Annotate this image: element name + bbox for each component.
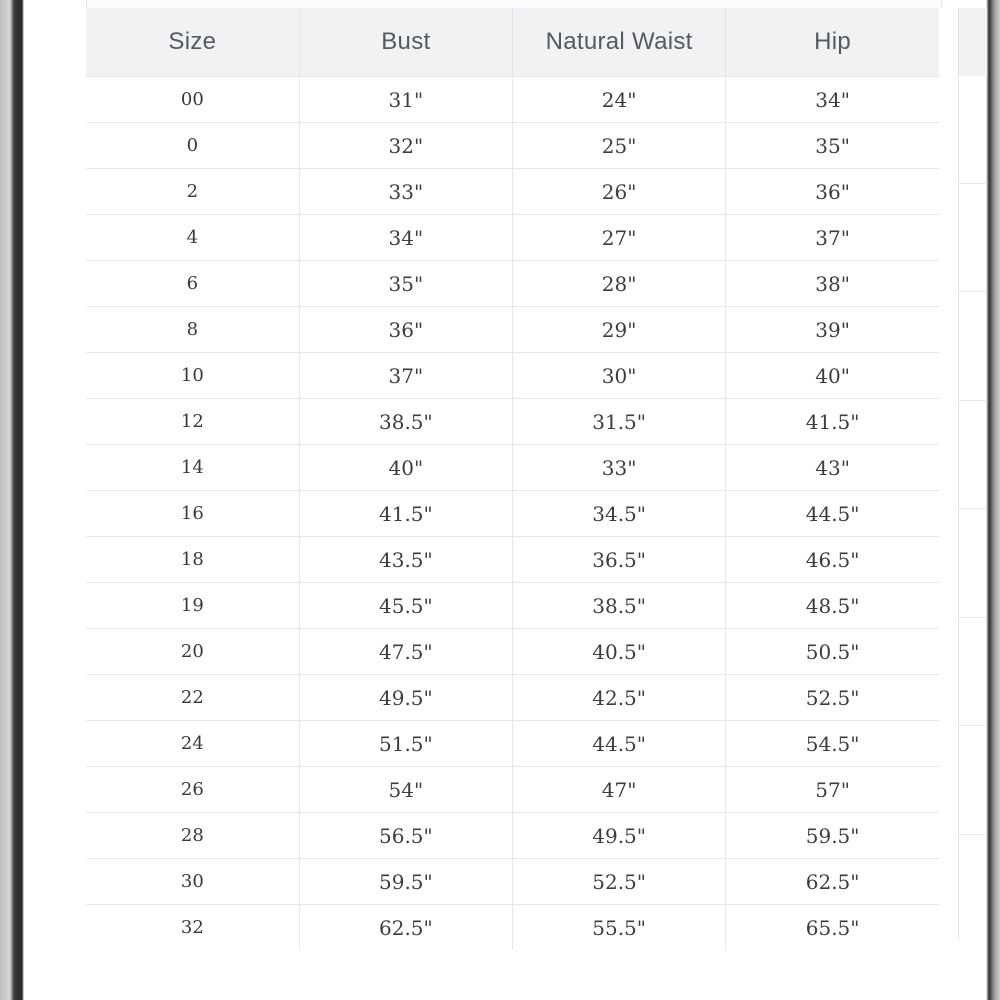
size-cell: 26 bbox=[86, 767, 299, 813]
bust-cell: 37" bbox=[299, 353, 512, 399]
size-cell: 32 bbox=[86, 905, 299, 951]
size-chart-header-row bbox=[86, 8, 939, 77]
size-cell: 2 bbox=[86, 169, 299, 215]
size-chart-table bbox=[86, 8, 939, 950]
device-frame-left bbox=[0, 0, 24, 1000]
size-cell: 30 bbox=[86, 859, 299, 905]
table-row bbox=[86, 307, 939, 353]
size-cell: 00 bbox=[86, 77, 299, 123]
cut-off-divider bbox=[959, 725, 987, 726]
hip-cell: 52.5" bbox=[726, 675, 939, 721]
hip-cell: 41.5" bbox=[726, 399, 939, 445]
table-row bbox=[86, 215, 939, 261]
cut-off-column-header bbox=[959, 8, 987, 76]
table-row bbox=[86, 813, 939, 859]
natural-waist-cell: 34.5" bbox=[513, 491, 726, 537]
hip-cell: 57" bbox=[726, 767, 939, 813]
size-chart-container bbox=[86, 8, 939, 950]
natural-waist-cell: 44.5" bbox=[513, 721, 726, 767]
cut-off-divider bbox=[959, 508, 987, 509]
natural-waist-cell: 26" bbox=[513, 169, 726, 215]
size-cell: 0 bbox=[86, 123, 299, 169]
natural-waist-cell: 28" bbox=[513, 261, 726, 307]
bust-cell: 51.5" bbox=[299, 721, 512, 767]
natural-waist-cell: 38.5" bbox=[513, 583, 726, 629]
table-row bbox=[86, 261, 939, 307]
table-row bbox=[86, 721, 939, 767]
hip-cell: 46.5" bbox=[726, 537, 939, 583]
natural-waist-cell: 30" bbox=[513, 353, 726, 399]
natural-waist-cell: 29" bbox=[513, 307, 726, 353]
natural-waist-cell: 52.5" bbox=[513, 859, 726, 905]
size-cell: 6 bbox=[86, 261, 299, 307]
page-top-edge bbox=[86, 0, 942, 8]
size-cell: 4 bbox=[86, 215, 299, 261]
table-row bbox=[86, 353, 939, 399]
table-row bbox=[86, 629, 939, 675]
bust-cell: 35" bbox=[299, 261, 512, 307]
natural-waist-cell: 36.5" bbox=[513, 537, 726, 583]
table-row bbox=[86, 583, 939, 629]
hip-cell: 50.5" bbox=[726, 629, 939, 675]
bust-cell: 62.5" bbox=[299, 905, 512, 951]
bust-cell: 45.5" bbox=[299, 583, 512, 629]
hip-cell: 36" bbox=[726, 169, 939, 215]
cut-off-adjacent-column bbox=[958, 8, 987, 940]
hip-cell: 48.5" bbox=[726, 583, 939, 629]
table-row bbox=[86, 491, 939, 537]
hip-cell: 34" bbox=[726, 77, 939, 123]
natural-waist-cell: 55.5" bbox=[513, 905, 726, 951]
table-row bbox=[86, 77, 939, 123]
size-cell: 22 bbox=[86, 675, 299, 721]
table-row bbox=[86, 905, 939, 951]
table-row bbox=[86, 445, 939, 491]
cut-off-divider bbox=[959, 400, 987, 401]
natural-waist-cell: 47" bbox=[513, 767, 726, 813]
bust-cell: 34" bbox=[299, 215, 512, 261]
size-cell: 19 bbox=[86, 583, 299, 629]
size-cell: 28 bbox=[86, 813, 299, 859]
hip-cell: 40" bbox=[726, 353, 939, 399]
size-cell: 8 bbox=[86, 307, 299, 353]
cut-off-divider bbox=[959, 291, 987, 292]
table-row bbox=[86, 767, 939, 813]
size-cell: 10 bbox=[86, 353, 299, 399]
hip-cell: 59.5" bbox=[726, 813, 939, 859]
column-header-size: Size bbox=[86, 8, 299, 77]
column-header-hip: Hip bbox=[726, 8, 939, 77]
natural-waist-cell: 24" bbox=[513, 77, 726, 123]
bust-cell: 56.5" bbox=[299, 813, 512, 859]
column-header-bust: Bust bbox=[299, 8, 512, 77]
table-row bbox=[86, 859, 939, 905]
bust-cell: 54" bbox=[299, 767, 512, 813]
size-cell: 14 bbox=[86, 445, 299, 491]
hip-cell: 35" bbox=[726, 123, 939, 169]
size-cell: 16 bbox=[86, 491, 299, 537]
natural-waist-cell: 31.5" bbox=[513, 399, 726, 445]
size-chart-body bbox=[86, 77, 939, 951]
table-row bbox=[86, 675, 939, 721]
bust-cell: 59.5" bbox=[299, 859, 512, 905]
bust-cell: 38.5" bbox=[299, 399, 512, 445]
bust-cell: 40" bbox=[299, 445, 512, 491]
hip-cell: 62.5" bbox=[726, 859, 939, 905]
bust-cell: 32" bbox=[299, 123, 512, 169]
device-frame-right bbox=[986, 0, 1000, 1000]
column-header-natural-waist: Natural Waist bbox=[513, 8, 726, 77]
bust-cell: 49.5" bbox=[299, 675, 512, 721]
table-row bbox=[86, 169, 939, 215]
size-cell: 18 bbox=[86, 537, 299, 583]
bust-cell: 43.5" bbox=[299, 537, 512, 583]
hip-cell: 44.5" bbox=[726, 491, 939, 537]
bust-cell: 33" bbox=[299, 169, 512, 215]
cut-off-divider bbox=[959, 617, 987, 618]
natural-waist-cell: 49.5" bbox=[513, 813, 726, 859]
cut-off-divider bbox=[959, 834, 987, 835]
natural-waist-cell: 42.5" bbox=[513, 675, 726, 721]
table-row bbox=[86, 537, 939, 583]
bust-cell: 41.5" bbox=[299, 491, 512, 537]
table-row bbox=[86, 123, 939, 169]
natural-waist-cell: 27" bbox=[513, 215, 726, 261]
size-cell: 12 bbox=[86, 399, 299, 445]
size-cell: 20 bbox=[86, 629, 299, 675]
natural-waist-cell: 25" bbox=[513, 123, 726, 169]
bust-cell: 36" bbox=[299, 307, 512, 353]
natural-waist-cell: 33" bbox=[513, 445, 726, 491]
hip-cell: 39" bbox=[726, 307, 939, 353]
bust-cell: 47.5" bbox=[299, 629, 512, 675]
size-cell: 24 bbox=[86, 721, 299, 767]
bust-cell: 31" bbox=[299, 77, 512, 123]
hip-cell: 43" bbox=[726, 445, 939, 491]
hip-cell: 54.5" bbox=[726, 721, 939, 767]
cut-off-divider bbox=[959, 183, 987, 184]
table-row bbox=[86, 399, 939, 445]
hip-cell: 38" bbox=[726, 261, 939, 307]
natural-waist-cell: 40.5" bbox=[513, 629, 726, 675]
hip-cell: 65.5" bbox=[726, 905, 939, 951]
hip-cell: 37" bbox=[726, 215, 939, 261]
